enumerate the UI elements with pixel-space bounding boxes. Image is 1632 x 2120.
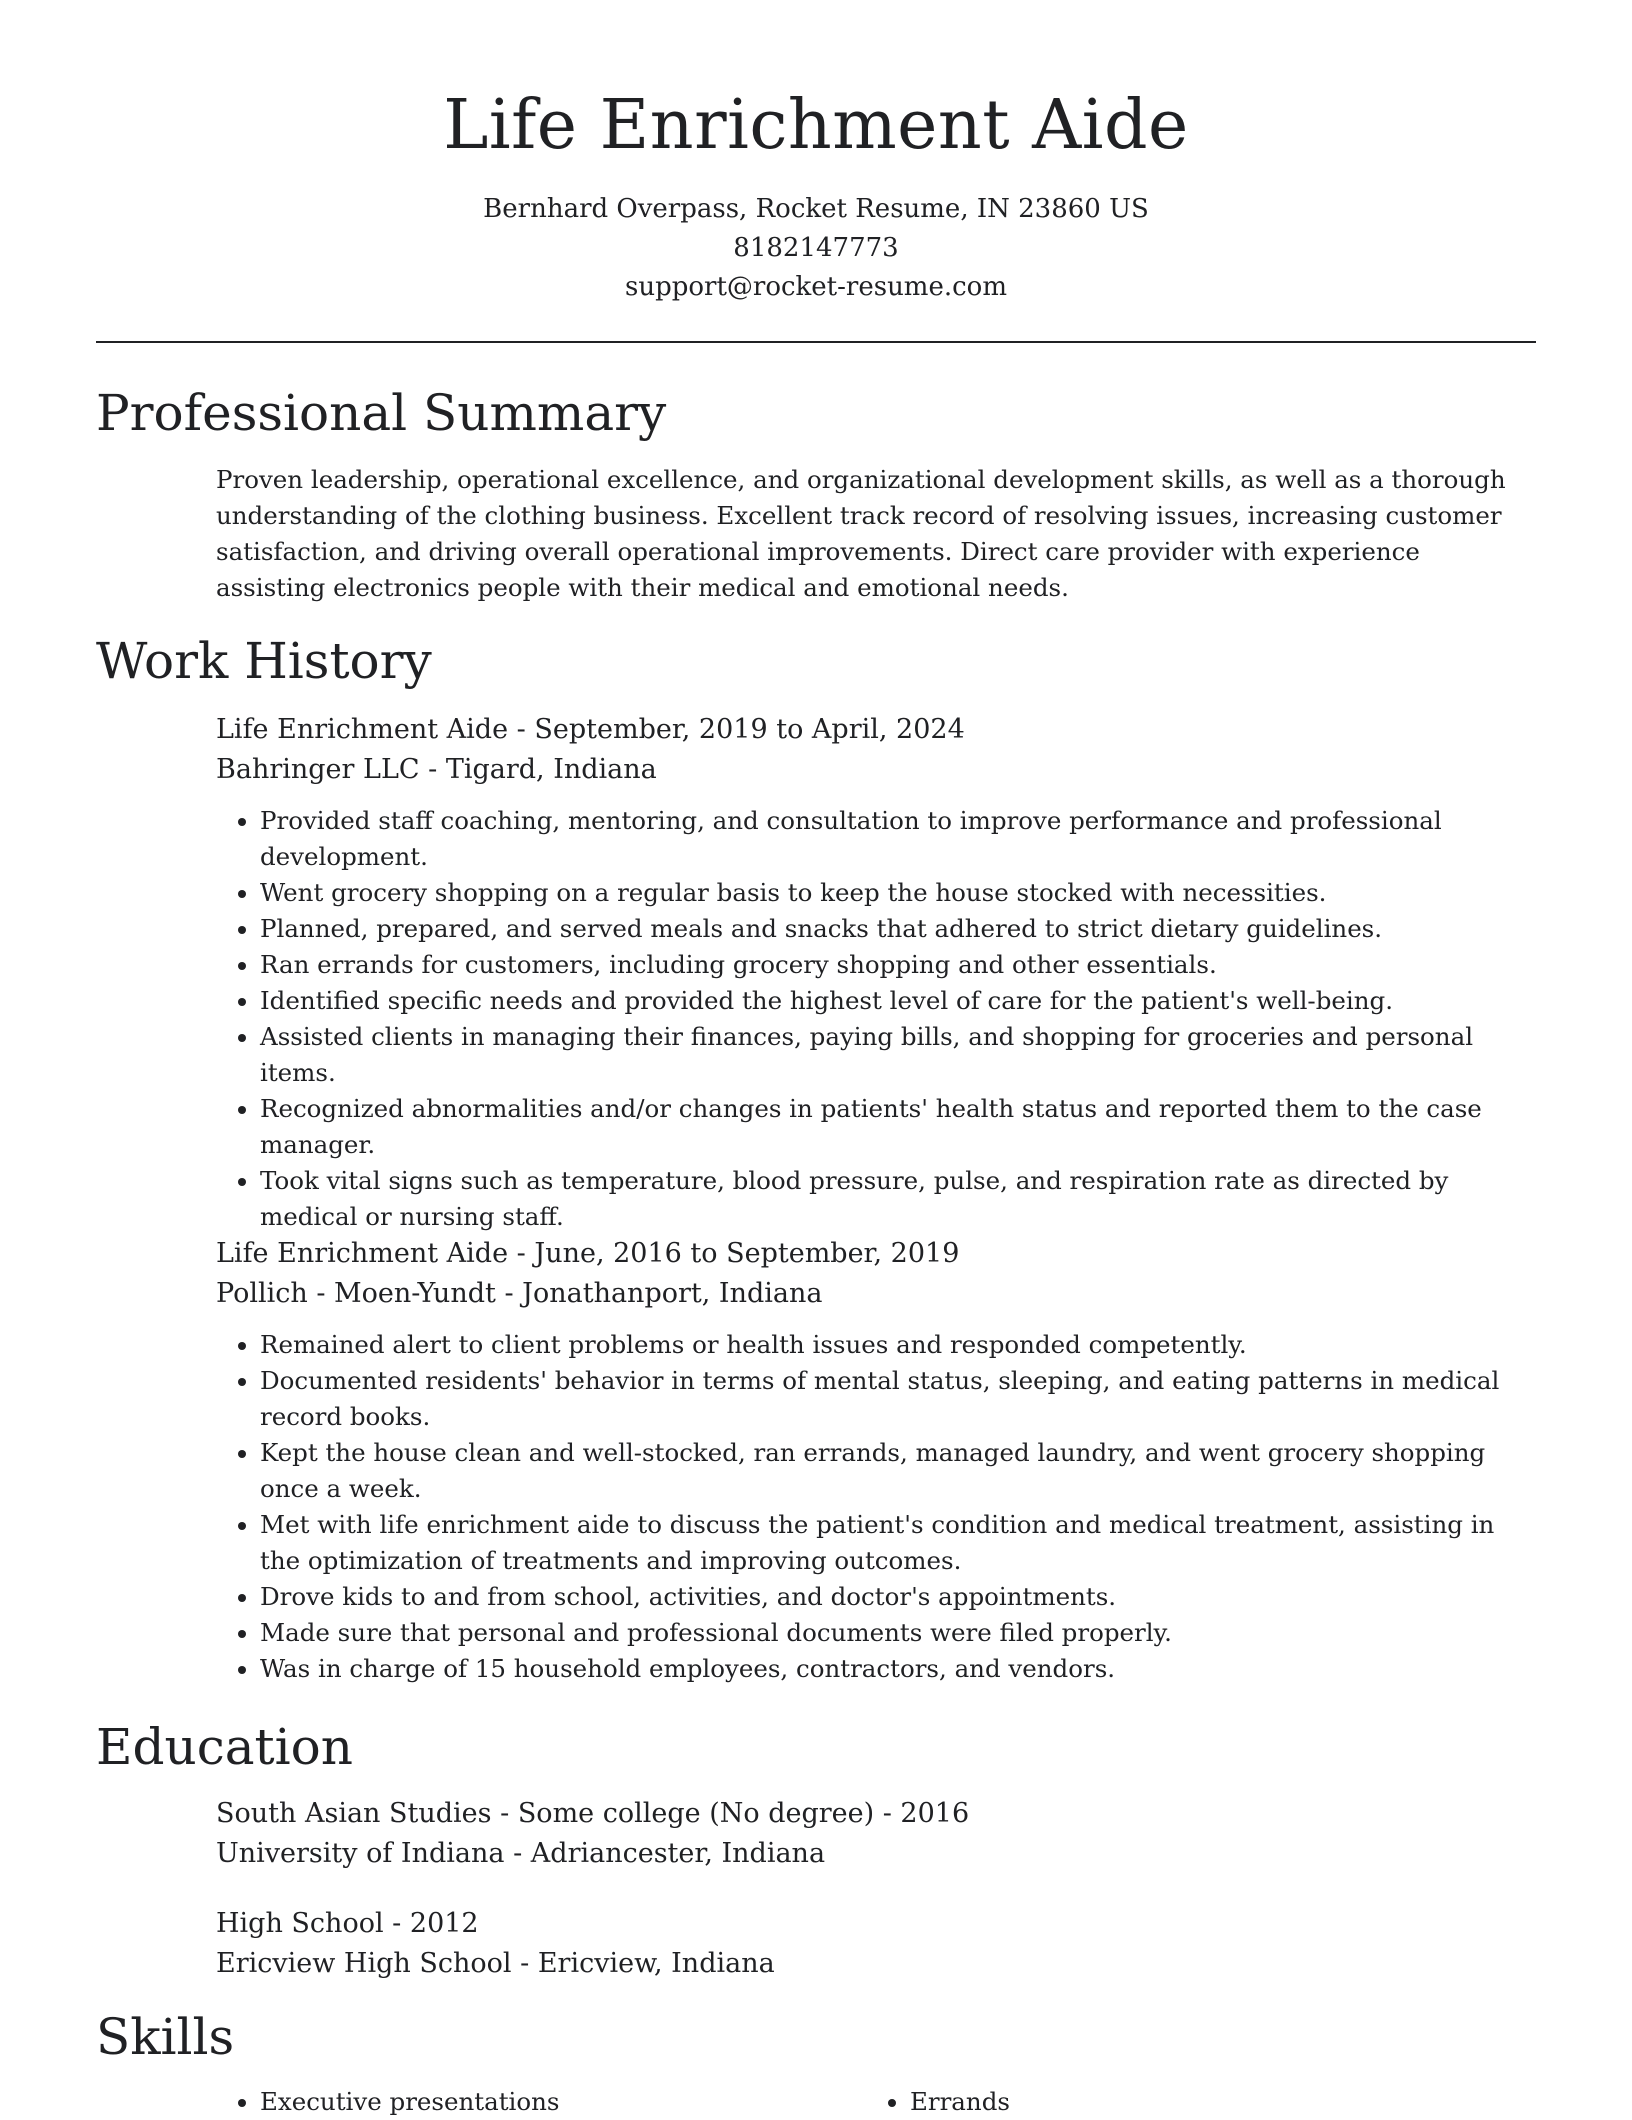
skills-column-right bbox=[866, 2084, 1466, 2120]
job-position: Life Enrichment Aide bbox=[216, 1238, 509, 1269]
job-company-line: Bahringer LLC - Tigard, Indiana bbox=[216, 754, 657, 785]
education-entry bbox=[216, 1904, 1536, 1984]
job-position: Life Enrichment Aide bbox=[216, 714, 509, 745]
education-school-line: University of Indiana - Adriancester, Indiana bbox=[216, 1838, 826, 1869]
job-location: Tigard, Indiana bbox=[445, 754, 657, 785]
list-item: • Went grocery shopping on a regular basis to keep the house stocked with necessities. bbox=[260, 875, 1536, 911]
job-dates: June, 2016 to September, 2019 bbox=[534, 1238, 960, 1269]
job-duties-list bbox=[216, 1327, 1536, 1687]
contact-phone: 8182147773 bbox=[733, 233, 899, 263]
education-school: University of Indiana bbox=[216, 1838, 505, 1869]
job-company-line: Pollich - Moen-Yundt - Jonathanport, Indiana bbox=[216, 1278, 823, 1309]
list-item: • Remained alert to client problems or health issues and responded competently. bbox=[260, 1327, 1536, 1363]
skills-heading: Skills bbox=[96, 2008, 235, 2066]
education-location: Adriancester, Indiana bbox=[530, 1838, 826, 1869]
contact-info bbox=[96, 190, 1536, 307]
education-degree-line: South Asian Studies - Some college (No degree) - 2016 bbox=[216, 1798, 970, 1829]
work-history-heading: Work History bbox=[96, 632, 432, 690]
education-degree-line: High School - 2012 bbox=[216, 1908, 479, 1939]
summary-text: Proven leadership, operational excellence, and organizational development skills, as well as a thorough understanding of the clothing business. Excellent track record of resolving issues, increasing customer satisfaction, and driving overall operational improvements. Direct care provider with experience assisting electronics people with their medical and emotional needs. bbox=[216, 465, 1506, 602]
resume-name: Life Enrichment Aide bbox=[443, 86, 1189, 165]
job-entry bbox=[216, 1234, 1536, 1687]
education-school: Ericview High School bbox=[216, 1948, 512, 1979]
list-item: • Kept the house clean and well-stocked, ran errands, managed laundry, and went grocery shopping once a week. bbox=[260, 1435, 1536, 1507]
education-location: Ericview, Indiana bbox=[537, 1948, 775, 1979]
list-item: • Identified specific needs and provided the highest level of care for the patient's well-being. bbox=[260, 983, 1536, 1019]
job-duties-list bbox=[216, 803, 1536, 1235]
list-item: • Documented residents' behavior in terms of mental status, sleeping, and eating patterns in medical record books. bbox=[260, 1363, 1536, 1435]
job-title-line: Life Enrichment Aide - June, 2016 to September, 2019 bbox=[216, 1238, 960, 1269]
list-item: • Was in charge of 15 household employees, contractors, and vendors. bbox=[260, 1651, 1536, 1687]
list-item: • Took vital signs such as temperature, blood pressure, pulse, and respiration rate as directed by medical or nursing staff. bbox=[260, 1163, 1536, 1235]
education-school-line: Ericview High School - Ericview, Indiana bbox=[216, 1948, 775, 1979]
education-entry bbox=[216, 1794, 1536, 1874]
job-company: Pollich - Moen-Yundt bbox=[216, 1278, 496, 1309]
job-entry bbox=[216, 710, 1536, 1235]
skills-column-left bbox=[216, 2084, 816, 2120]
skill-item: • Executive presentations bbox=[260, 2084, 816, 2120]
resume-header bbox=[96, 80, 1536, 307]
education-heading: Education bbox=[96, 1718, 353, 1776]
header-divider bbox=[96, 341, 1536, 343]
education-detail: 2012 bbox=[409, 1908, 479, 1939]
list-item: • Drove kids to and from school, activities, and doctor's appointments. bbox=[260, 1579, 1536, 1615]
list-item: • Provided staff coaching, mentoring, and consultation to improve performance and professional development. bbox=[260, 803, 1536, 875]
education-degree: South Asian Studies bbox=[216, 1798, 492, 1829]
summary-heading: Professional Summary bbox=[96, 384, 667, 442]
job-title-line: Life Enrichment Aide - September, 2019 to April, 2024 bbox=[216, 714, 965, 745]
job-dates: September, 2019 to April, 2024 bbox=[534, 714, 965, 745]
contact-address: Bernhard Overpass, Rocket Resume, IN 23860 US bbox=[483, 194, 1149, 224]
list-item: • Ran errands for customers, including grocery shopping and other essentials. bbox=[260, 947, 1536, 983]
contact-email: support@rocket-resume.com bbox=[624, 272, 1007, 302]
skill-item: • Errands bbox=[910, 2084, 1466, 2120]
list-item: • Planned, prepared, and served meals and snacks that adhered to strict dietary guidelines. bbox=[260, 911, 1536, 947]
job-company: Bahringer LLC bbox=[216, 754, 420, 785]
education-detail: Some college (No degree) - 2016 bbox=[517, 1798, 970, 1829]
list-item: • Met with life enrichment aide to discuss the patient's condition and medical treatment, assisting in the optimization of treatments and improving outcomes. bbox=[260, 1507, 1536, 1579]
job-location: Jonathanport, Indiana bbox=[522, 1278, 823, 1309]
list-item: • Assisted clients in managing their finances, paying bills, and shopping for groceries and personal items. bbox=[260, 1019, 1536, 1091]
list-item: • Recognized abnormalities and/or changes in patients' health status and reported them to the case manager. bbox=[260, 1091, 1536, 1163]
education-degree: High School bbox=[216, 1908, 384, 1939]
list-item: • Made sure that personal and professional documents were filed properly. bbox=[260, 1615, 1536, 1651]
